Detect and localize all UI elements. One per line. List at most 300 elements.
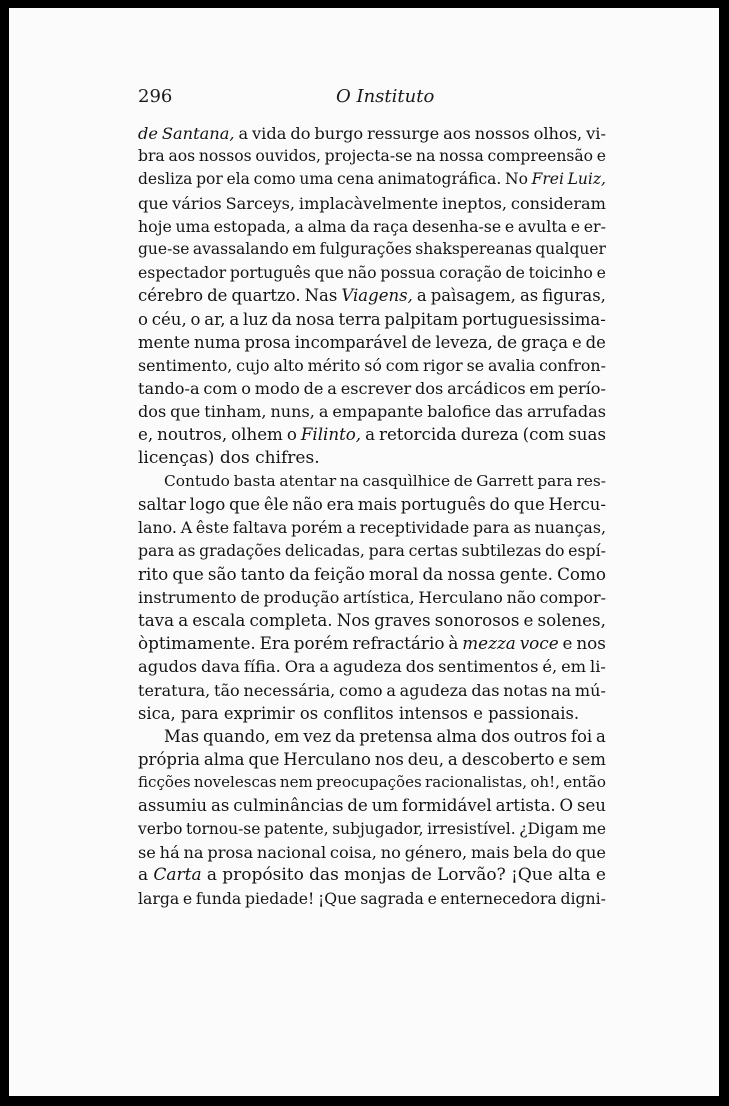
word: alma	[307, 216, 347, 236]
word: agudeza	[399, 680, 468, 700]
word: que	[138, 193, 169, 213]
text-line	[138, 470, 606, 493]
word: refractário	[352, 633, 445, 654]
word: subtilezas	[461, 541, 542, 561]
word: tando-a	[138, 379, 200, 399]
word: mú-	[574, 680, 606, 700]
word: sagrada	[360, 889, 424, 909]
word: No	[505, 170, 528, 189]
word: que	[229, 495, 261, 514]
word: as	[513, 518, 531, 538]
word: e	[562, 633, 573, 654]
text-line	[138, 423, 606, 446]
word: nos	[374, 750, 404, 770]
word: escrever	[340, 379, 412, 399]
word: de	[303, 379, 324, 399]
word: nos	[576, 633, 606, 654]
word: artista.	[495, 796, 556, 816]
word: Nos	[336, 609, 370, 630]
word: atentar	[279, 471, 337, 490]
word: a	[416, 286, 427, 306]
word: se	[138, 842, 156, 862]
word: olhem	[231, 425, 283, 445]
word: alma	[436, 726, 477, 746]
word: Era	[259, 633, 290, 654]
word: shakspereanas	[415, 239, 532, 258]
word: rito	[138, 563, 169, 584]
word: de	[410, 865, 432, 885]
word: do	[544, 541, 565, 561]
word: em	[529, 379, 555, 399]
word: ¿Digam	[519, 819, 579, 838]
word: a	[206, 865, 218, 885]
word: e	[572, 332, 582, 352]
word: compor-	[539, 587, 606, 607]
word: o	[286, 425, 297, 445]
word: graça	[521, 332, 569, 352]
word: alta	[558, 865, 591, 885]
word: agudos	[138, 657, 198, 677]
word: chifres.	[255, 447, 320, 468]
word: cena	[336, 170, 375, 189]
word: arrufadas	[527, 402, 606, 422]
word: patente,	[263, 819, 329, 838]
word: dureza	[460, 425, 519, 445]
word: suas	[568, 425, 606, 445]
word: vez	[303, 726, 332, 746]
text-line	[138, 284, 606, 307]
word: com	[203, 379, 238, 399]
word: a	[294, 216, 304, 236]
word: que	[513, 495, 545, 514]
word: notas	[503, 680, 548, 700]
word: Mas	[164, 726, 200, 746]
word: sentimento,	[138, 355, 233, 375]
word: avassalando	[192, 239, 289, 258]
text-line	[138, 841, 606, 864]
text-line	[138, 609, 606, 632]
word: noutros,	[157, 425, 228, 445]
word: e	[596, 263, 606, 283]
word: vários	[172, 193, 222, 213]
word: necessária,	[243, 680, 336, 700]
word: animatográfica.	[377, 170, 502, 189]
word: irresistível.	[427, 819, 516, 838]
word: estopada,	[213, 216, 291, 236]
word: figuras,	[542, 286, 606, 306]
word: coisa,	[329, 842, 377, 862]
word: então	[563, 773, 606, 792]
word: gente.	[499, 563, 553, 584]
word: graves	[374, 609, 431, 630]
word: e	[504, 216, 515, 236]
word: da	[271, 309, 292, 329]
text-line	[138, 702, 606, 725]
word: racionalistas,	[425, 773, 528, 792]
word: que	[172, 563, 204, 584]
word: incomparável	[294, 332, 408, 352]
word: formidável	[401, 796, 492, 816]
word: ineptos,	[442, 193, 508, 213]
word: possua	[380, 263, 436, 283]
word: pretensa	[359, 726, 433, 746]
word: a	[238, 124, 249, 143]
word: não	[347, 263, 377, 283]
word: de	[138, 124, 158, 143]
word: da	[289, 563, 310, 584]
word: espí-	[568, 541, 606, 561]
word: à	[448, 633, 459, 654]
word: a	[319, 657, 330, 677]
word: nem	[279, 773, 313, 792]
word: êle	[263, 495, 289, 514]
text-line	[138, 261, 606, 284]
text-line	[138, 679, 606, 702]
word: o	[190, 309, 201, 329]
word: prosa	[244, 332, 291, 352]
word: confron-	[539, 355, 606, 375]
word: Viagens,	[341, 286, 413, 306]
page-number: 296	[138, 86, 173, 107]
page-header	[9, 86, 719, 110]
word: aos	[168, 147, 196, 166]
word: feição	[313, 563, 365, 584]
word: casquìlhice	[362, 471, 451, 490]
word: palpitam	[384, 309, 459, 329]
word: me	[582, 819, 606, 838]
word: monjas	[344, 865, 406, 885]
word: modo	[254, 379, 300, 399]
word: tava	[138, 609, 175, 630]
word: de	[347, 796, 368, 816]
word: a	[346, 518, 356, 538]
word: terra	[338, 309, 381, 329]
word: preocupações	[316, 773, 422, 792]
text-line	[138, 794, 606, 817]
word: como	[253, 170, 296, 189]
word: e	[473, 703, 483, 723]
word: com	[385, 355, 420, 375]
word: oh!,	[530, 773, 560, 792]
word: de	[505, 263, 525, 283]
word: do	[290, 124, 311, 143]
word: de	[207, 286, 228, 306]
word: burgo	[314, 124, 364, 143]
word: certas	[408, 541, 458, 561]
text-line	[138, 864, 606, 887]
word: assumiu	[138, 796, 208, 816]
text-line	[138, 818, 606, 841]
word: Carta	[153, 865, 202, 885]
word: sentimentos	[438, 657, 539, 677]
text-line	[138, 238, 606, 261]
word: culminâncias	[233, 796, 344, 816]
word: digni-	[560, 889, 606, 909]
word: solenes,	[537, 609, 606, 630]
word: retorcida	[378, 425, 457, 445]
word: a	[365, 425, 376, 445]
word: Sarceys,	[225, 193, 296, 213]
word: as	[519, 286, 539, 306]
word: tanto	[240, 563, 286, 584]
word: intensos	[398, 703, 468, 723]
word: não	[506, 587, 536, 607]
word: descoberto	[461, 750, 555, 770]
text-line	[138, 192, 606, 215]
word: fulgurações	[319, 239, 412, 258]
word: na	[183, 842, 204, 862]
word: da	[350, 216, 370, 236]
word: nuns,	[270, 402, 315, 422]
word: cujo	[236, 355, 270, 375]
word: era	[326, 495, 355, 514]
word: as	[211, 796, 230, 816]
word: para	[138, 541, 175, 561]
word: êste	[195, 518, 230, 538]
word: Santana,	[161, 124, 235, 143]
word: ¡Que	[511, 865, 553, 885]
word: porém	[293, 633, 349, 654]
word: balofice	[427, 402, 491, 422]
word: arcádicos	[447, 379, 526, 399]
word: o	[138, 309, 148, 329]
word: o	[241, 379, 251, 399]
word: tão	[214, 680, 240, 700]
word: Garrett	[476, 471, 534, 490]
word: raça	[373, 216, 409, 236]
word: basta	[233, 471, 276, 490]
word: alma	[203, 750, 245, 770]
word: instrumento	[138, 587, 237, 607]
word: das	[471, 680, 500, 700]
word: na	[551, 680, 572, 700]
word: avulta	[517, 216, 568, 236]
word: e	[523, 609, 534, 630]
text-line	[138, 586, 606, 609]
word: O	[559, 796, 574, 816]
word: ela	[226, 170, 250, 189]
word: um	[371, 796, 399, 816]
word: há	[159, 842, 180, 862]
text-line	[138, 725, 606, 748]
word: nuanças,	[534, 518, 606, 538]
word: a	[596, 726, 606, 746]
word: sica,	[138, 703, 176, 723]
word: para	[368, 541, 405, 561]
text-line	[138, 632, 606, 655]
text-line	[138, 145, 606, 168]
word: hoje	[138, 216, 172, 236]
word: porém	[291, 518, 343, 538]
word: própria	[138, 750, 200, 770]
word: Ora	[284, 657, 316, 677]
word: e	[596, 147, 606, 166]
word: se	[466, 355, 485, 375]
word: do	[551, 842, 572, 862]
word: dava	[201, 657, 240, 677]
word: empapante	[332, 402, 424, 422]
word: ressurge	[366, 124, 440, 143]
word: novelescas	[193, 773, 277, 792]
word: só	[364, 355, 382, 375]
word: olhos,	[533, 124, 583, 143]
word: português	[400, 495, 486, 514]
word: projecta-se	[324, 147, 413, 166]
word: mais	[357, 495, 397, 514]
word: na	[416, 147, 436, 166]
word: delicadas,	[284, 541, 365, 561]
word: numa	[194, 332, 241, 352]
word: do	[489, 495, 510, 514]
word: ar,	[204, 309, 226, 329]
word: nosa	[295, 309, 335, 329]
word: propósito	[222, 865, 304, 885]
word: das	[309, 865, 339, 885]
word: seu	[577, 796, 606, 816]
word: Como	[557, 563, 606, 584]
word: passionais.	[488, 703, 580, 723]
text-line	[138, 748, 606, 771]
word: compreensão	[487, 147, 594, 166]
text-line	[138, 377, 606, 400]
word: artística,	[343, 587, 415, 607]
word: da	[334, 726, 356, 746]
word: de	[585, 332, 606, 352]
word: mais	[470, 842, 510, 862]
word: tornou-se	[186, 819, 261, 838]
word: dos	[219, 447, 250, 468]
word: nossa	[447, 563, 496, 584]
word: rigor	[422, 355, 463, 375]
word: são	[207, 563, 237, 584]
word: a	[178, 609, 189, 630]
word: leveza,	[435, 332, 493, 352]
word: em	[274, 726, 300, 746]
word: Frei	[531, 170, 564, 189]
word: desenha-se	[411, 216, 502, 236]
word: aos	[443, 124, 471, 143]
word: por	[196, 170, 223, 189]
word: portuguesissima-	[461, 309, 606, 329]
word: não	[292, 495, 323, 514]
word: avalia	[487, 355, 536, 375]
word: género,	[404, 842, 468, 862]
word: agudeza	[332, 657, 402, 677]
word: a	[138, 865, 149, 885]
word: òptimamente.	[138, 633, 256, 654]
word: e	[570, 216, 581, 236]
word: moral	[369, 563, 419, 584]
text-line	[138, 563, 606, 586]
word: tinham,	[204, 402, 267, 422]
word: a	[386, 680, 396, 700]
word: da	[422, 563, 444, 584]
word: uma	[175, 216, 210, 236]
word: bela	[513, 842, 548, 862]
word: uma	[299, 170, 334, 189]
word: Filinto,	[300, 425, 362, 445]
word: mezza	[462, 633, 516, 654]
word: produção	[263, 587, 340, 607]
word: dos	[480, 726, 510, 746]
word: cérebro	[138, 286, 204, 306]
word: que	[170, 402, 201, 422]
word: larga	[138, 889, 180, 909]
word: espectador	[138, 263, 227, 283]
word: Herculano	[418, 587, 503, 607]
word: de	[411, 332, 432, 352]
word: é,	[542, 657, 558, 677]
word: gradações	[199, 541, 282, 561]
text-line	[138, 168, 606, 191]
word: Hercu-	[548, 495, 606, 514]
word: sem	[572, 750, 606, 770]
word: ouvidos,	[255, 147, 321, 166]
word: Lorvão?	[437, 865, 506, 885]
word: a	[447, 750, 458, 770]
word: saltar	[138, 495, 186, 514]
word: nacional	[256, 842, 327, 862]
word: alto	[273, 355, 304, 375]
word: céu,	[151, 309, 187, 329]
word: os	[299, 703, 319, 723]
word: português	[229, 263, 311, 283]
word: para	[180, 703, 219, 723]
word: desliza	[138, 170, 193, 189]
text-line	[138, 655, 606, 678]
word: implacàvelmente	[298, 193, 439, 213]
word: a	[229, 309, 240, 329]
word: nossa	[439, 147, 484, 166]
word: Nas	[304, 286, 338, 306]
word: ¡Que	[317, 889, 357, 909]
word: que	[575, 842, 606, 862]
word: completa.	[249, 609, 333, 630]
word: verbo	[138, 819, 183, 838]
word: nossos	[198, 147, 252, 166]
word: bra	[138, 147, 165, 166]
word: luz	[242, 309, 268, 329]
word: vida	[252, 124, 287, 143]
word: prosa	[207, 842, 254, 862]
word: de	[240, 587, 260, 607]
word: logo	[189, 495, 226, 514]
word: na	[339, 471, 359, 490]
word: faltava	[232, 518, 288, 538]
word: sonorosos	[434, 609, 520, 630]
word: (com	[522, 425, 565, 445]
word: a	[318, 402, 329, 422]
word: mérito	[307, 355, 361, 375]
word: coração	[439, 263, 502, 283]
word: Luiz,	[567, 170, 606, 189]
word: licenças)	[138, 447, 215, 468]
word: er-	[583, 216, 606, 236]
word: para	[473, 518, 510, 538]
word: de	[496, 332, 518, 352]
word: mente	[138, 332, 191, 352]
word: para	[537, 471, 573, 490]
word: dos	[415, 379, 444, 399]
word: Herculano	[283, 750, 371, 770]
word: Contudo	[164, 471, 230, 490]
word: nossos	[474, 124, 530, 143]
word: subjugador,	[332, 819, 424, 838]
word: piedade!	[244, 889, 315, 909]
word: voce	[519, 633, 559, 654]
word: que	[248, 750, 280, 770]
text-line	[138, 516, 606, 539]
